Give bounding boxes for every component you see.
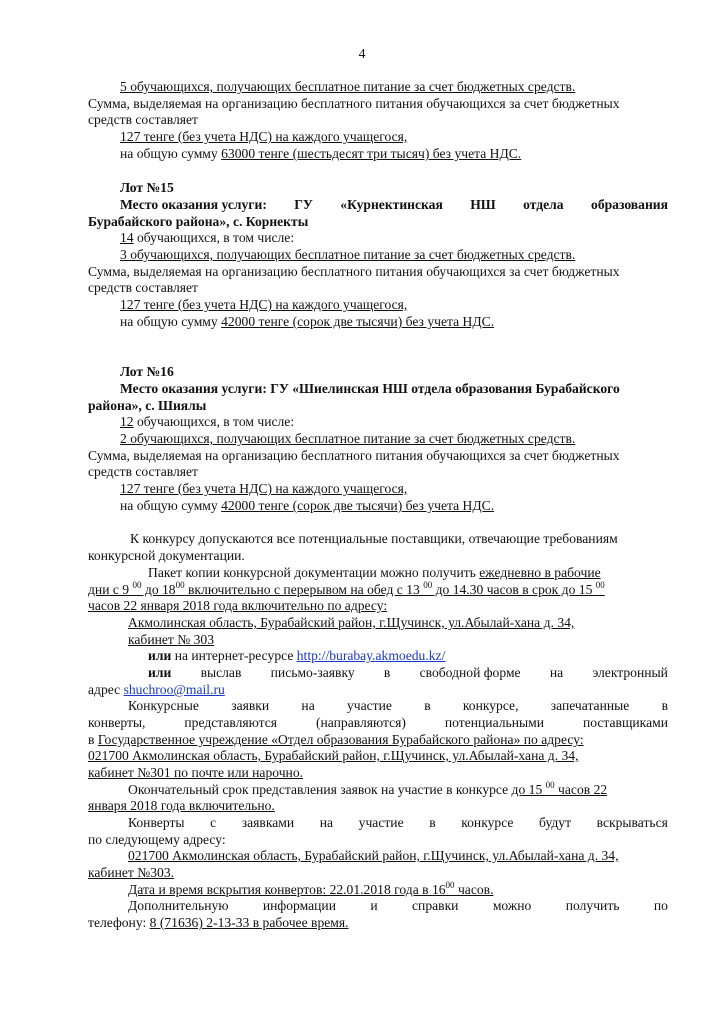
package-line-1-text: Пакет копии конкурсной документации можно получить xyxy=(148,565,480,580)
lot15-place-w5: отдела xyxy=(523,197,564,212)
package-email-line xyxy=(148,665,668,681)
package-hours-sup3: 00 xyxy=(423,580,433,590)
lot15-total-value: 42000 тенге (сорок две тысячи) без учета НДС. xyxy=(221,314,495,329)
opening-line-1 xyxy=(128,815,668,831)
env3-institution: Государственное учреждение «Отдел образования Бурабайского района» по адресу: xyxy=(97,732,584,747)
open-w9: вскрываться xyxy=(596,815,668,830)
open-w4: на xyxy=(319,815,334,830)
extra-w3: и xyxy=(370,898,378,913)
package-hours-c: включительно с перерывом на обед с 13 xyxy=(184,582,424,597)
package-hours-b: до 18 xyxy=(141,582,176,597)
envelopes-delivery: кабинет №301 по почте или нарочно. xyxy=(88,765,304,780)
open-w3: заявками xyxy=(241,815,295,830)
package-email-w3: в xyxy=(383,665,391,680)
deadline-time xyxy=(512,782,608,797)
package-line-1 xyxy=(148,565,601,581)
extra-w1: Дополнительную xyxy=(128,898,229,913)
env3-prefix: в xyxy=(88,732,98,747)
extra-w2: информации xyxy=(262,898,336,913)
lot16-sum-line-2: средств составляет xyxy=(88,464,198,479)
deadline-text: Окончательный срок представления заявок на участие в конкурсе xyxy=(128,782,512,797)
extra-w5: можно xyxy=(492,898,532,913)
open-w8: будут xyxy=(539,815,572,830)
env2-w4: потенциальными xyxy=(444,715,544,730)
env-w5: в xyxy=(424,698,431,713)
top-free-meals-line: 5 обучающихся, получающих бесплатное питание за счет бюджетных средств. xyxy=(120,79,576,94)
lot15-count-number: 14 xyxy=(120,230,134,245)
top-sum-line-2: средств составляет xyxy=(88,112,198,127)
admit-line-1: К конкурсу допускаются все потенциальные поставщики, отвечающие требованиям xyxy=(130,531,618,546)
envelopes-line-1 xyxy=(128,698,668,714)
env-w6: конкурсе, xyxy=(462,698,519,713)
lot16-per-student: 127 тенге (без учета НДС) на каждого учащегося, xyxy=(120,481,408,496)
package-or-2: или xyxy=(148,665,172,680)
lot15-place-w6: образования xyxy=(591,197,668,212)
lot15-title: Лот №15 xyxy=(120,180,174,195)
email-prefix: адрес xyxy=(88,682,124,697)
package-hours-d: до 14.30 часов в срок до 15 xyxy=(432,582,596,597)
lot15-total-label: на общую сумму xyxy=(120,314,222,329)
admit-line-2: конкурсной документации. xyxy=(88,548,245,563)
env-w1: Конкурсные xyxy=(128,698,199,713)
lot15-count-text: обучающихся, в том числе: xyxy=(133,230,295,245)
deadline-time-b: часов 22 xyxy=(554,782,608,797)
deadline-line-2: января 2018 года включительно. xyxy=(88,798,275,813)
open-w6: в xyxy=(429,815,436,830)
package-internet xyxy=(148,648,445,664)
env-w2: заявки xyxy=(231,698,270,713)
opening-dt-b: часов. xyxy=(454,882,494,897)
open-w2: с xyxy=(210,815,217,830)
package-email-w4: свободной форме xyxy=(419,665,521,680)
lot16-sum-line-1: Сумма, выделяемая на организацию бесплатного питания обучающихся за счет бюджетных xyxy=(88,448,620,463)
extra-w7: по xyxy=(653,898,668,913)
env2-w1: конверты, xyxy=(88,715,146,730)
package-or-1: или xyxy=(148,648,172,663)
page-number: 4 xyxy=(358,46,366,61)
package-hours-sup2: 00 xyxy=(175,580,185,590)
extra-w6: получить xyxy=(565,898,620,913)
env-w4: участие xyxy=(346,698,392,713)
extra-line-1 xyxy=(128,898,668,914)
opening-datetime xyxy=(128,882,493,898)
deadline-time-sup: 00 xyxy=(545,780,555,790)
package-hours-a: дни с 9 xyxy=(88,582,133,597)
lot15-per-student: 127 тенге (без учета НДС) на каждого учащегося, xyxy=(120,297,408,312)
lot16-title: Лот №16 xyxy=(120,364,174,379)
extra-phone-label: телефону: xyxy=(88,915,150,930)
opening-dt-a: Дата и время вскрытия конвертов: 22.01.2018 года в 16 xyxy=(128,882,446,897)
extra-phone-value: 8 (71636) 2-13-33 в рабочее время. xyxy=(149,915,349,930)
top-total-value: 63000 тенге (шестьдесят три тысяч) без учета НДС. xyxy=(221,146,522,161)
envelopes-line-3 xyxy=(88,732,584,748)
deadline-time-a: до 15 xyxy=(511,782,546,797)
lot16-free-meals: 2 обучающихся, получающих бесплатное питание за счет бюджетных средств. xyxy=(120,431,576,446)
lot16-total-label: на общую сумму xyxy=(120,498,222,513)
lot15-place-line-1 xyxy=(120,197,668,213)
package-deadline: часов 22 января 2018 года включительно по адресу: xyxy=(88,598,388,613)
lot15-count xyxy=(120,230,294,246)
env-w7: запечатанные xyxy=(550,698,630,713)
top-total xyxy=(120,146,521,162)
package-email-w1: выслав xyxy=(200,665,242,680)
lot16-count-text: обучающихся, в том числе: xyxy=(133,414,295,429)
top-per-student: 127 тенге (без учета НДС) на каждого учащегося, xyxy=(120,129,408,144)
opening-line-2: по следующему адресу: xyxy=(88,832,226,847)
top-total-label: на общую сумму xyxy=(120,146,222,161)
top-sum-line-1: Сумма, выделяемая на организацию бесплатного питания обучающихся за счет бюджетных xyxy=(88,96,620,111)
opening-address-1: 021700 Акмолинская область, Бурабайский район, г.Щучинск, ул.Абылай-хана д. 34, xyxy=(128,848,619,863)
lot15-place-w3: «Курнектинская xyxy=(340,197,443,212)
open-w1: Конверты xyxy=(128,815,185,830)
open-w7: конкурсе xyxy=(461,815,514,830)
envelopes-line-2 xyxy=(88,715,668,731)
deadline-line-1 xyxy=(128,782,607,798)
lot15-free-meals: 3 обучающихся, получающих бесплатное питание за счет бюджетных средств. xyxy=(120,247,576,262)
env-w8: в xyxy=(661,698,668,713)
lot16-place-line-2: района», с. Шиялы xyxy=(88,398,207,413)
website-link[interactable]: http://burabay.akmoedu.kz/ xyxy=(296,648,446,663)
package-email-address xyxy=(88,682,225,698)
extra-w4: справки xyxy=(412,898,459,913)
lot15-place-line-2: Бурабайского района», с. Корнекты xyxy=(88,214,309,229)
package-hours xyxy=(88,582,605,598)
package-email-w2: письмо-заявку xyxy=(270,665,355,680)
lot15-place-w2: ГУ xyxy=(294,197,313,212)
lot16-total-value: 42000 тенге (сорок две тысячи) без учета НДС. xyxy=(221,498,495,513)
package-address-2: кабинет № 303 xyxy=(128,632,215,647)
env-w3: на xyxy=(301,698,315,713)
lot16-total xyxy=(120,498,494,514)
env2-w5: поставщиками xyxy=(582,715,668,730)
package-address-1: Акмолинская область, Бурабайский район, г.Щучинск, ул.Абылай-хана д. 34, xyxy=(128,615,575,630)
env2-w2: представляются xyxy=(184,715,278,730)
lot15-total xyxy=(120,314,494,330)
extra-line-2 xyxy=(88,915,349,931)
open-w5: участие xyxy=(358,815,404,830)
opening-address-2: кабинет №303. xyxy=(88,865,175,880)
lot16-count xyxy=(120,414,294,430)
package-email-w5: на xyxy=(549,665,564,680)
package-email-w6: электронный xyxy=(592,665,668,680)
email-link[interactable]: shuchroo@mail.ru xyxy=(123,682,225,697)
env2-w3: (направляются) xyxy=(316,715,406,730)
package-hours-sup4: 00 xyxy=(595,580,605,590)
lot15-sum-line-2: средств составляет xyxy=(88,280,198,295)
lot15-sum-line-1: Сумма, выделяемая на организацию бесплатного питания обучающихся за счет бюджетных xyxy=(88,264,620,279)
package-hours-sup1: 00 xyxy=(132,580,142,590)
package-internet-text: на интернет-ресурсе xyxy=(171,648,297,663)
lot15-place-w1: Место оказания услуги: xyxy=(120,197,267,212)
lot15-place-w4: НШ xyxy=(470,197,496,212)
lot16-count-number: 12 xyxy=(120,414,134,429)
envelopes-address: 021700 Акмолинская область, Бурабайский район, г.Щучинск, ул.Абылай-хана д. 34, xyxy=(88,748,579,763)
package-schedule: ежедневно в рабочие xyxy=(479,565,601,580)
opening-dt-sup: 00 xyxy=(445,880,455,890)
lot16-place-line-1: Место оказания услуги: ГУ «Шиелинская НШ отдела образования Бурабайского xyxy=(120,381,620,396)
